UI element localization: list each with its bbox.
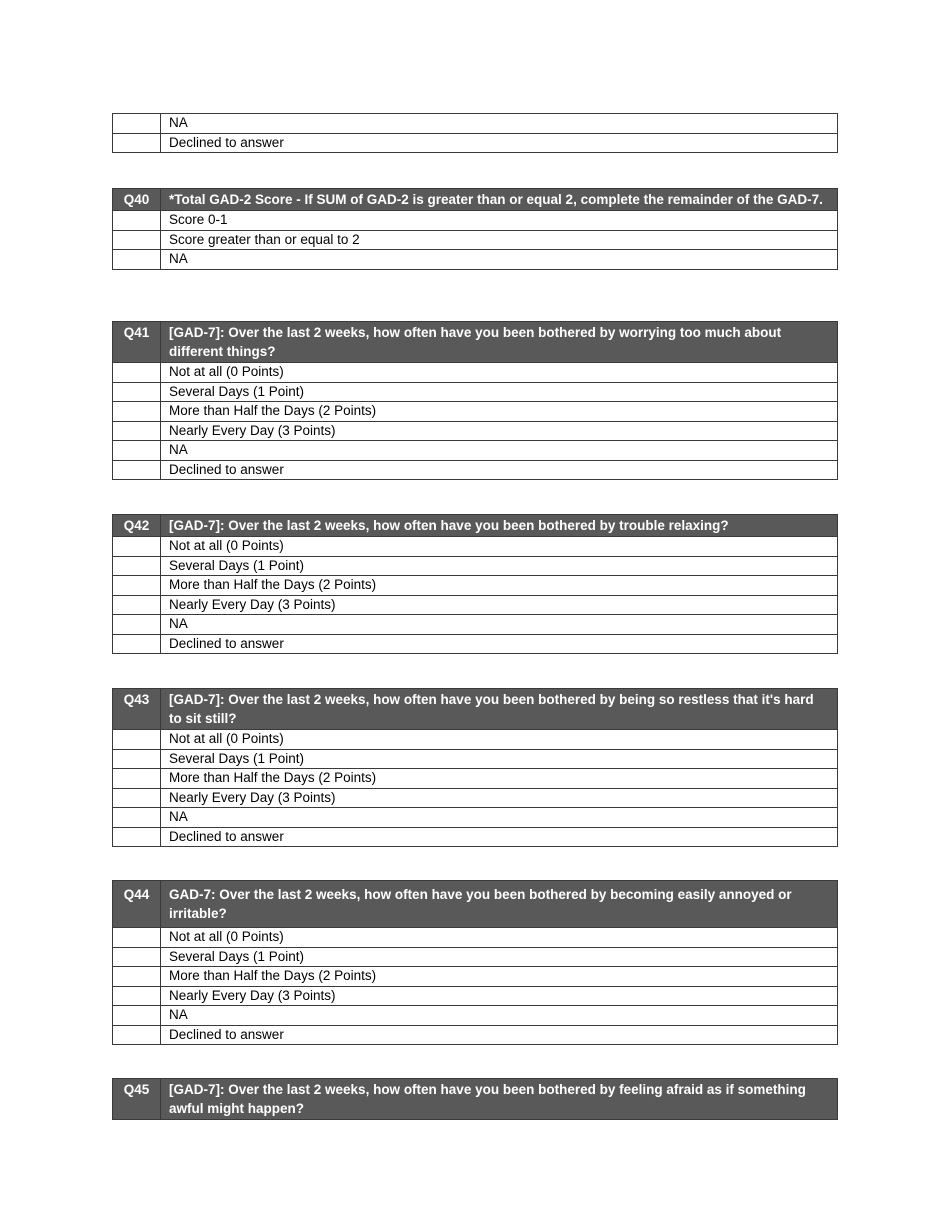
option-row xyxy=(113,114,838,134)
question-header xyxy=(113,322,838,363)
option-number-cell xyxy=(113,133,161,153)
option-label: Declined to answer xyxy=(161,133,838,153)
option-label: Not at all (0 Points) xyxy=(161,363,838,383)
option-label: More than Half the Days (2 Points) xyxy=(161,769,838,789)
question-id: Q45 xyxy=(113,1079,161,1120)
option-row xyxy=(113,827,838,847)
option-row xyxy=(113,211,838,231)
option-row xyxy=(113,1006,838,1026)
option-label: More than Half the Days (2 Points) xyxy=(161,402,838,422)
option-row xyxy=(113,230,838,250)
option-label: Score 0-1 xyxy=(161,211,838,231)
question-header xyxy=(113,189,838,211)
option-row xyxy=(113,615,838,635)
option-label: NA xyxy=(161,441,838,461)
option-label: Several Days (1 Point) xyxy=(161,749,838,769)
option-label: Declined to answer xyxy=(161,460,838,480)
question-text: [GAD-7]: Over the last 2 weeks, how often have you been bothered by being so restless that it's hard to sit still? xyxy=(161,689,838,730)
option-row xyxy=(113,749,838,769)
question-table-q45 xyxy=(112,1078,838,1120)
option-label: NA xyxy=(161,615,838,635)
option-row xyxy=(113,788,838,808)
option-label: NA xyxy=(161,808,838,828)
question-text: [GAD-7]: Over the last 2 weeks, how often have you been bothered by feeling afraid as if something awful might happen? xyxy=(161,1079,838,1120)
option-row xyxy=(113,730,838,750)
option-label: NA xyxy=(161,250,838,270)
question-id: Q44 xyxy=(113,881,161,928)
option-row xyxy=(113,402,838,422)
question-text: [GAD-7]: Over the last 2 weeks, how often have you been bothered by worrying too much about different things? xyxy=(161,322,838,363)
option-label: NA xyxy=(161,114,838,134)
option-label: More than Half the Days (2 Points) xyxy=(161,967,838,987)
option-label: Declined to answer xyxy=(161,827,838,847)
option-label: Nearly Every Day (3 Points) xyxy=(161,986,838,1006)
question-table-q41 xyxy=(112,321,838,480)
option-row xyxy=(113,250,838,270)
option-label: Not at all (0 Points) xyxy=(161,537,838,557)
option-label: Nearly Every Day (3 Points) xyxy=(161,595,838,615)
question-table-q44 xyxy=(112,880,838,1045)
option-label: Several Days (1 Point) xyxy=(161,382,838,402)
option-row xyxy=(113,421,838,441)
option-label: NA xyxy=(161,1006,838,1026)
option-row xyxy=(113,576,838,596)
option-row xyxy=(113,460,838,480)
question-id: Q40 xyxy=(113,189,161,211)
question-table-q43 xyxy=(112,688,838,847)
question-header xyxy=(113,515,838,537)
option-row xyxy=(113,441,838,461)
question-text: *Total GAD-2 Score - If SUM of GAD-2 is greater than or equal 2, complete the remainder of the GAD-7. xyxy=(161,189,838,211)
option-row xyxy=(113,769,838,789)
option-row xyxy=(113,967,838,987)
question-text: GAD-7: Over the last 2 weeks, how often have you been bothered by becoming easily annoyed or irritable? xyxy=(161,881,838,928)
option-row xyxy=(113,556,838,576)
option-label: Declined to answer xyxy=(161,634,838,654)
option-label: Several Days (1 Point) xyxy=(161,556,838,576)
option-row xyxy=(113,537,838,557)
option-row xyxy=(113,1025,838,1045)
question-header xyxy=(113,1079,838,1120)
option-label: Several Days (1 Point) xyxy=(161,947,838,967)
option-label: Not at all (0 Points) xyxy=(161,928,838,948)
option-label: More than Half the Days (2 Points) xyxy=(161,576,838,596)
option-label: Declined to answer xyxy=(161,1025,838,1045)
option-label: Score greater than or equal to 2 xyxy=(161,230,838,250)
option-row xyxy=(113,928,838,948)
question-id: Q41 xyxy=(113,322,161,363)
option-label: Not at all (0 Points) xyxy=(161,730,838,750)
question-table-q40 xyxy=(112,188,838,270)
question-text: [GAD-7]: Over the last 2 weeks, how often have you been bothered by trouble relaxing? xyxy=(161,515,838,537)
option-label: Nearly Every Day (3 Points) xyxy=(161,788,838,808)
option-row xyxy=(113,986,838,1006)
option-row xyxy=(113,382,838,402)
question-header xyxy=(113,881,838,928)
question-table-fragment xyxy=(112,113,838,153)
option-row xyxy=(113,133,838,153)
question-id: Q43 xyxy=(113,689,161,730)
option-row xyxy=(113,634,838,654)
option-number-cell xyxy=(113,114,161,134)
question-table-q42 xyxy=(112,514,838,654)
option-row xyxy=(113,595,838,615)
question-header xyxy=(113,689,838,730)
option-row xyxy=(113,363,838,383)
question-id: Q42 xyxy=(113,515,161,537)
option-row xyxy=(113,947,838,967)
option-row xyxy=(113,808,838,828)
option-label: Nearly Every Day (3 Points) xyxy=(161,421,838,441)
